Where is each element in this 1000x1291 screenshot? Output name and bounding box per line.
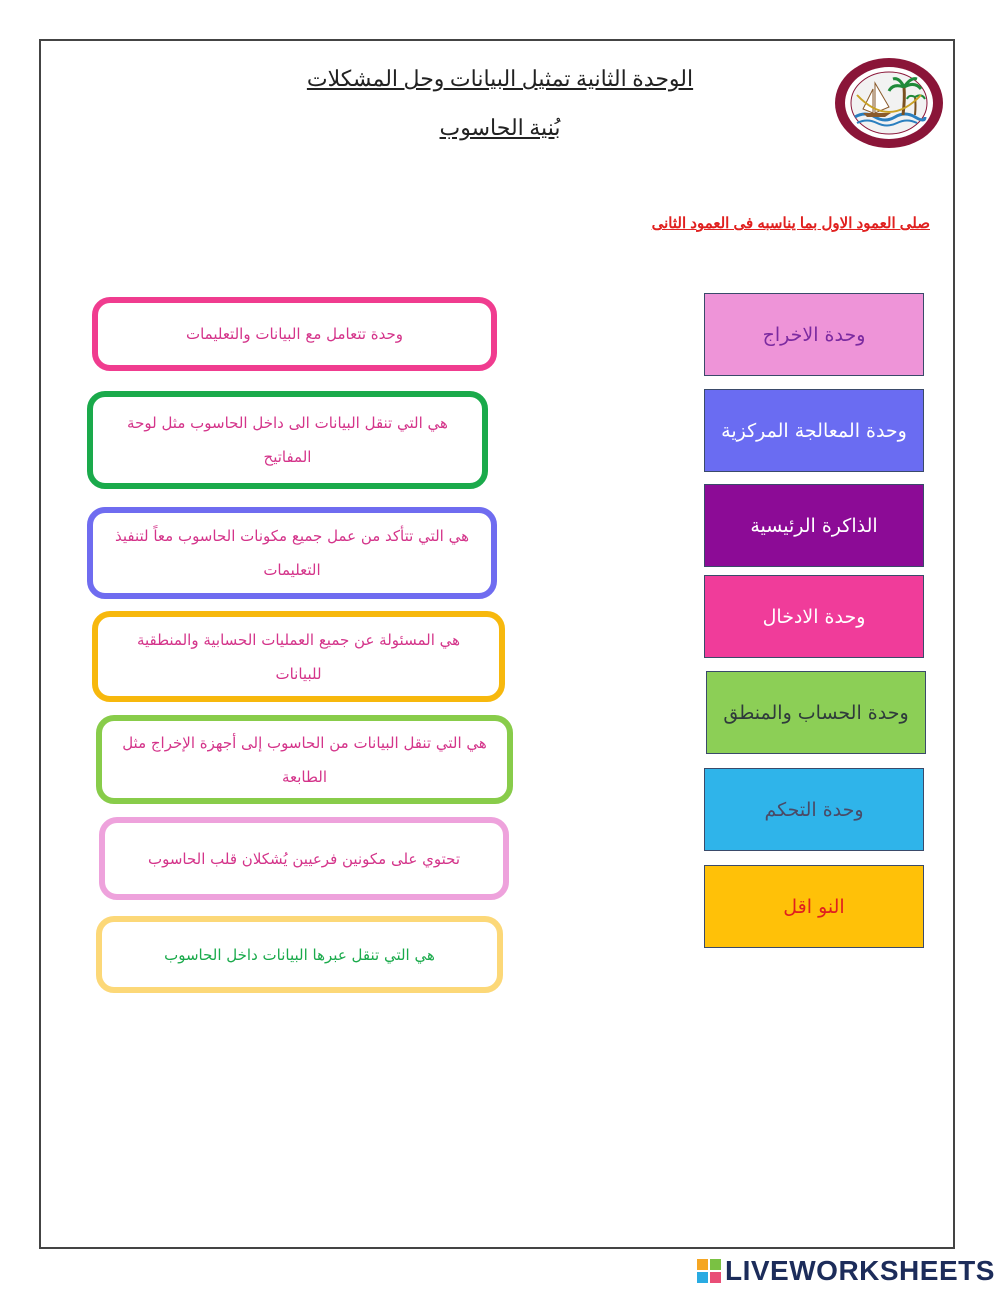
term-box-control-unit[interactable] bbox=[704, 768, 924, 851]
term-text: وحدة التحكم bbox=[764, 798, 864, 821]
definition-box-3[interactable] bbox=[87, 507, 497, 599]
term-text: وحدة الاخراج bbox=[762, 323, 866, 346]
term-box-cpu[interactable] bbox=[704, 389, 924, 472]
definition-box-5[interactable] bbox=[96, 715, 513, 804]
term-text: النو اقل bbox=[783, 895, 845, 918]
lesson-title: بُنية الحاسوب bbox=[439, 115, 561, 140]
term-text: وحدة الادخال bbox=[762, 605, 866, 628]
definition-text: تحتوي على مكونين فرعيين يُشكلان قلب الحاسوب bbox=[147, 849, 461, 868]
definition-text: هي المسئولة عن جميع العمليات الحسابية والمنطقية للبيانات bbox=[136, 630, 461, 683]
liveworksheets-brand bbox=[697, 1256, 995, 1286]
definition-box-1[interactable] bbox=[92, 297, 497, 371]
term-box-bus[interactable] bbox=[704, 865, 924, 948]
definition-text: هي التي تتأكد من عمل جميع مكونات الحاسوب معاً لتنفيذ التعليمات bbox=[114, 527, 470, 579]
definition-text: هي التي تنقل عبرها البيانات داخل الحاسوب bbox=[164, 945, 435, 964]
definition-text: هي التي تنقل البيانات الى داخل الحاسوب مثل لوحة المفاتيح bbox=[127, 414, 448, 466]
definition-box-2[interactable] bbox=[87, 391, 488, 489]
definition-box-7[interactable] bbox=[96, 916, 503, 993]
definition-text: هي التي تنقل البيانات من الحاسوب إلى أجهزة الإخراج مثل الطابعة bbox=[122, 733, 487, 786]
liveworksheets-logo-icon bbox=[697, 1259, 721, 1283]
instruction-text: صلى العمود الاول بما يناسبه فى العمود الثانى bbox=[651, 215, 930, 232]
term-box-input-unit[interactable] bbox=[704, 575, 924, 658]
definition-box-6[interactable] bbox=[99, 817, 509, 900]
term-box-alu[interactable] bbox=[706, 671, 926, 754]
definition-box-4[interactable] bbox=[92, 611, 505, 702]
brand-name: LIVEWORKSHEETS bbox=[725, 1255, 995, 1286]
term-text: الذاكرة الرئيسية bbox=[750, 514, 878, 537]
term-box-main-memory[interactable] bbox=[704, 484, 924, 567]
unit-title: الوحدة الثانية تمثيل البيانات وحل المشكلات bbox=[306, 66, 694, 91]
term-text: وحدة الحساب والمنطق bbox=[723, 701, 909, 724]
term-text: وحدة المعالجة المركزية bbox=[721, 419, 907, 442]
ministry-logo bbox=[833, 55, 945, 150]
definition-text: وحدة تتعامل مع البيانات والتعليمات bbox=[185, 325, 404, 343]
term-box-output-unit[interactable] bbox=[704, 293, 924, 376]
